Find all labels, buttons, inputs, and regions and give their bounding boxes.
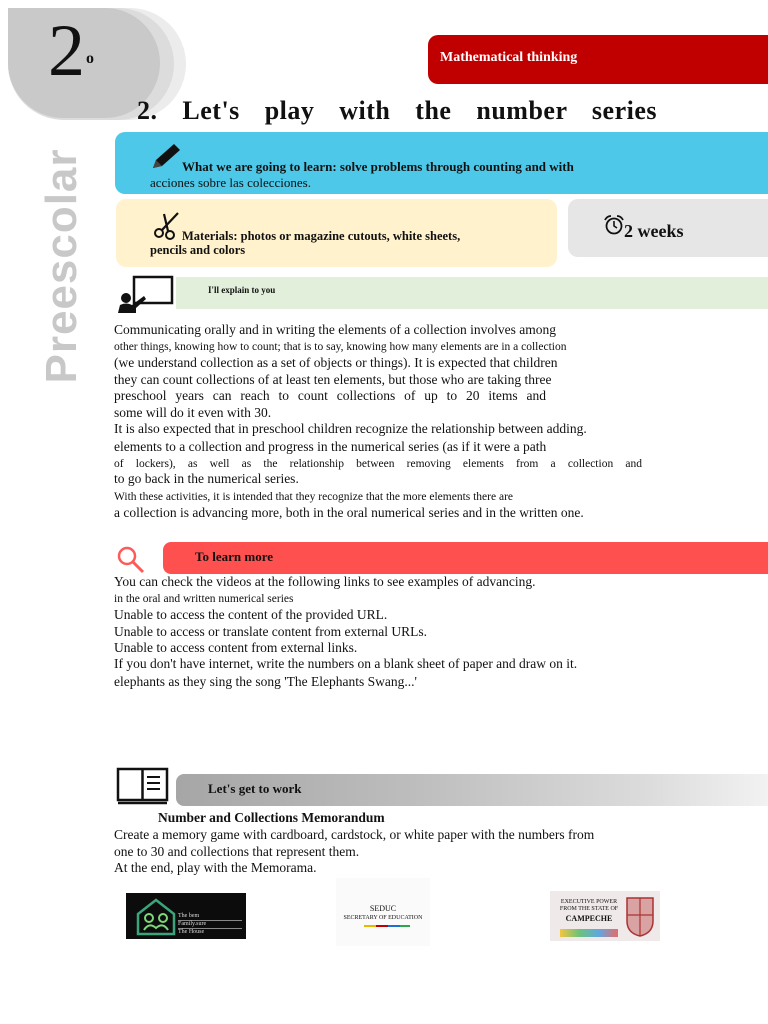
explanation-line: they can count collections of at least ten elements, but those who are taking three bbox=[114, 372, 552, 387]
learn-more-heading: To learn more bbox=[195, 549, 273, 564]
learn-more-line: in the oral and written numerical series bbox=[114, 593, 294, 605]
campeche-logo bbox=[550, 891, 660, 941]
subject-label: Mathematical thinking bbox=[440, 50, 578, 65]
level-label: Preescolar bbox=[37, 148, 86, 384]
materials-line-2: pencils and colors bbox=[150, 243, 246, 257]
explanation-line: other things, knowing how to count; that is to say, knowing how many elements are in a collection bbox=[114, 341, 567, 353]
materials-line-1: Materials: photos or magazine cutouts, white sheets, bbox=[182, 229, 461, 243]
explanation-line: to go back in the numerical series. bbox=[114, 471, 299, 486]
grade-superscript: o bbox=[86, 50, 94, 67]
activity-title: Number and Collections Memorandum bbox=[158, 810, 385, 825]
explain-heading: I'll explain to you bbox=[208, 285, 276, 295]
campeche-logo-line: FROM THE STATE OF bbox=[559, 906, 619, 912]
learn-more-line: elephants as they sing the song 'The Elephants Swang...' bbox=[114, 674, 417, 689]
learn-line-2: acciones sobre las colecciones. bbox=[150, 175, 311, 190]
learn-more-line: Unable to access the content of the provided URL. bbox=[114, 607, 388, 622]
magnifier-icon bbox=[116, 545, 146, 575]
learn-more-line: Unable to access or translate content from external URLs. bbox=[114, 624, 428, 639]
house-logo-icon bbox=[134, 896, 178, 936]
activity-line: Create a memory game with cardboard, cardstock, or white paper with the numbers from bbox=[114, 827, 595, 842]
explanation-line: a collection is advancing more, both in the oral numerical series and in the written one. bbox=[114, 505, 584, 520]
activity-line: At the end, play with the Memorama. bbox=[114, 860, 317, 875]
learn-more-line: You can check the videos at the following links to see examples of advancing. bbox=[114, 574, 536, 589]
explanation-line: elements to a collection and progress in the numerical series (as if it were a path bbox=[114, 439, 547, 454]
family-logo-line: Family.sure bbox=[178, 921, 242, 929]
family-logo-line: The House bbox=[178, 929, 205, 935]
campeche-logo-line: EXECUTIVE POWER bbox=[560, 899, 618, 905]
explanation-line: preschool years can reach to count collections of up to 20 items and bbox=[114, 388, 546, 403]
learn-more-line: Unable to access content from external links. bbox=[114, 640, 358, 655]
family-logo-line: The bem bbox=[178, 913, 242, 921]
explanation-line: some will do it even with 30. bbox=[114, 405, 272, 420]
seduc-logo-subtitle: SECRETARY OF EDUCATION bbox=[343, 915, 423, 921]
pencil-icon bbox=[150, 141, 184, 171]
explanation-line: Communicating orally and in writing the elements of a collection involves among bbox=[114, 322, 557, 337]
grade-number: 2 bbox=[48, 10, 85, 92]
explanation-line: It is also expected that in preschool children recognize the relationship between adding. bbox=[114, 421, 587, 436]
activity-line: one to 30 and collections that represent them. bbox=[114, 844, 360, 859]
campeche-logo-line: CAMPECHE bbox=[565, 914, 613, 923]
duration-label: 2 weeks bbox=[624, 221, 684, 241]
seduc-logo bbox=[336, 878, 430, 946]
scissors-icon bbox=[152, 210, 182, 240]
work-heading: Let's get to work bbox=[208, 781, 302, 796]
family-logo bbox=[126, 893, 246, 939]
explanation-line: of lockers), as well as the relationship between removing elements from a collection and bbox=[114, 458, 642, 470]
seduc-stripe-yellow bbox=[364, 925, 376, 927]
seduc-stripe-red bbox=[376, 925, 388, 927]
learn-more-line: If you don't have internet, write the numbers on a blank sheet of paper and draw on it. bbox=[114, 656, 578, 671]
learn-line-1: What we are going to learn: solve problems through counting and with bbox=[182, 159, 574, 174]
seduc-logo-title: SEDUC bbox=[369, 904, 397, 913]
alarm-clock-icon bbox=[603, 214, 625, 236]
book-icon bbox=[116, 766, 170, 806]
state-shield-icon bbox=[624, 895, 656, 937]
explanation-line: With these activities, it is intended that they recognize that the more elements there are bbox=[114, 491, 514, 503]
lesson-title: 2. Let's play with the number series bbox=[137, 96, 657, 125]
explanation-line: (we understand collection as a set of objects or things). It is expected that children bbox=[114, 355, 558, 370]
teacher-board-icon bbox=[116, 274, 176, 314]
campeche-color-strip bbox=[560, 929, 618, 937]
seduc-stripe-blue bbox=[388, 925, 400, 927]
seduc-stripe-green bbox=[400, 925, 410, 927]
